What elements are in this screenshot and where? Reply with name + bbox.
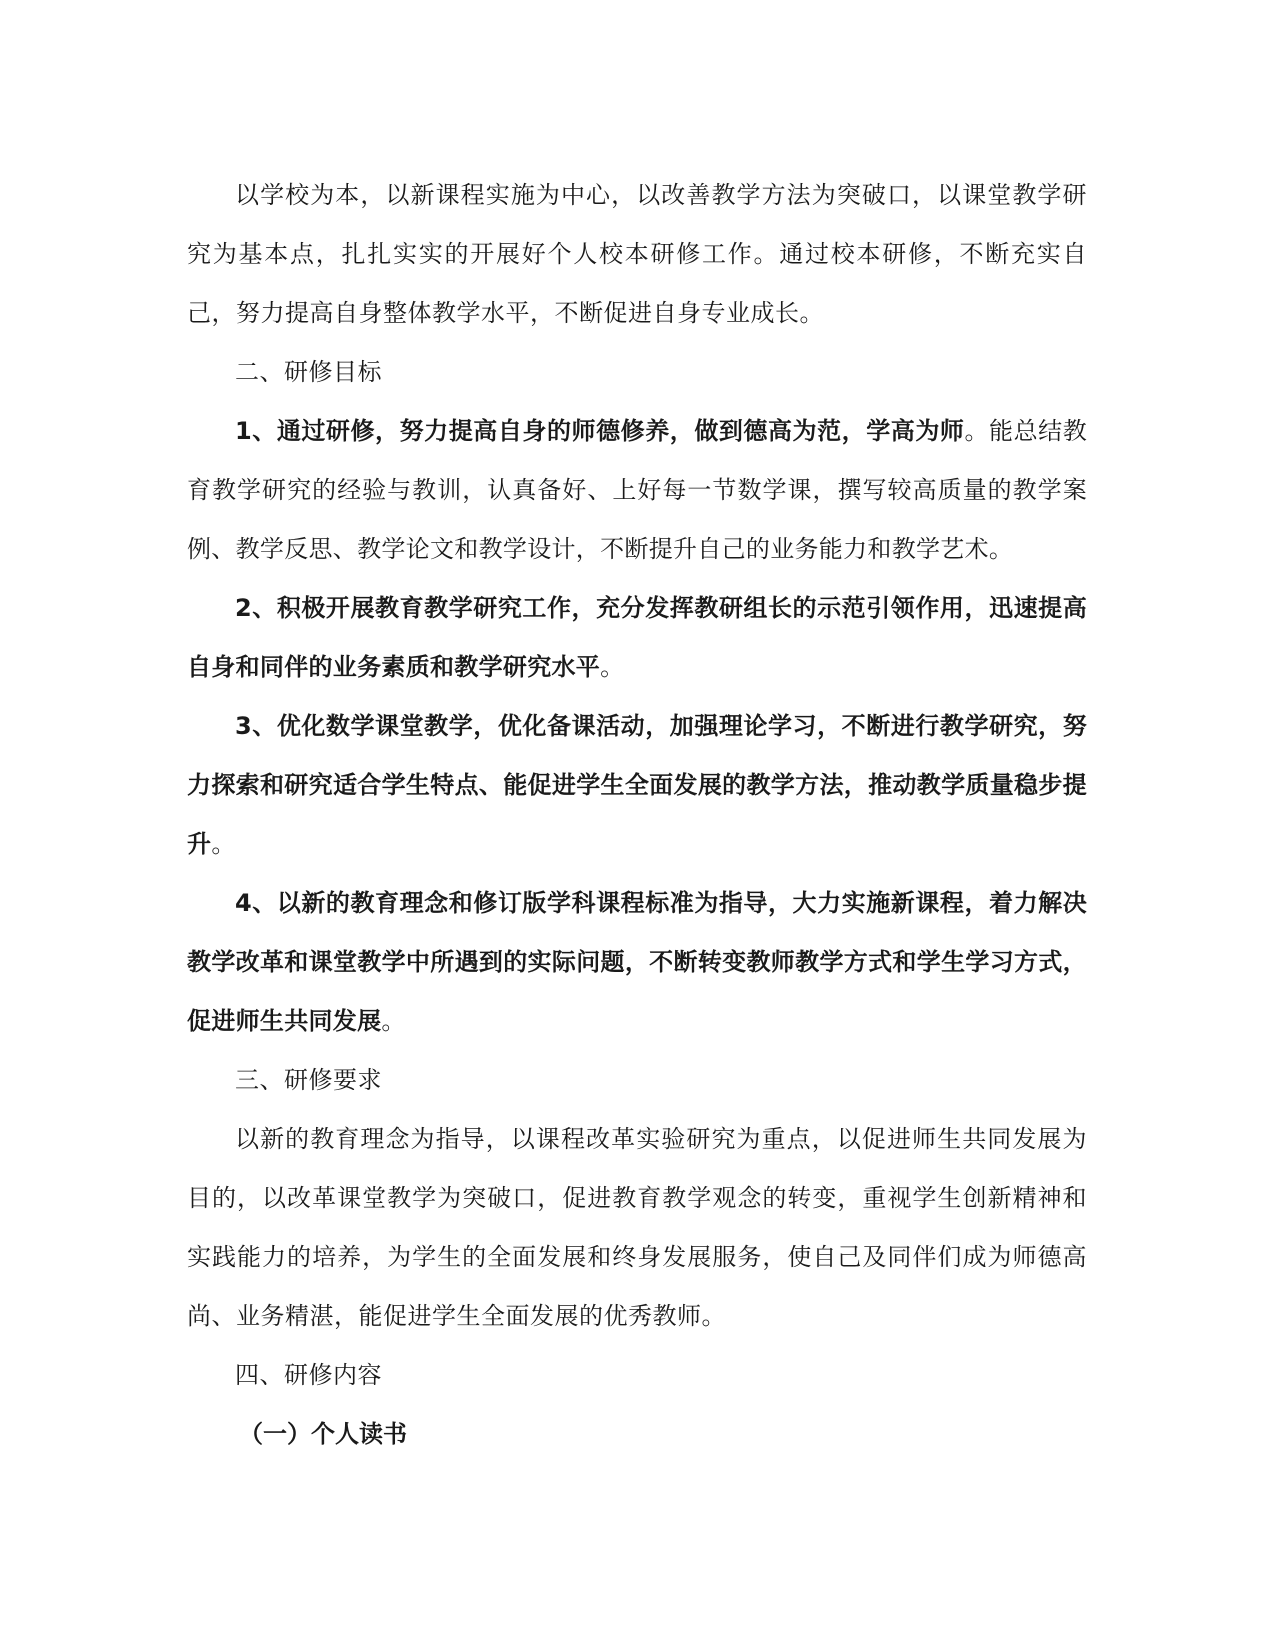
goal-1-bold-text: 1、通过研修，努力提高自身的师德修养，做到德高为范，学高为师 [235, 417, 965, 445]
goal-2-bold-text: 2、积极开展教育教学研究工作，充分发挥教研组长的示范引领作用，迅速提高自身和同伴的业务素质和教学研究水平 [187, 594, 1087, 681]
goal-4-bold-text: 4、以新的教育理念和修订版学科课程标准为指导，大力实施新课程，着力解决教学改革和课堂教学中所遇到的实际问题，不断转变教师教学方式和学生学习方式，促进师生共同发展 [187, 889, 1087, 1035]
document-page [187, 166, 1087, 1464]
intro-paragraph: 以学校为本，以新课程实施为中心，以改善教学方法为突破口，以课堂教学研究为基本点，扎扎实实的开展好个人校本研修工作。通过校本研修，不断充实自己，努力提高自身整体教学水平，不断促进自身专业成长。 [187, 181, 1087, 327]
goal-1-normal-text: 。能总结教育教学研究的经验与教训，认真备好、上好每一节数学课，撰写较高质量的教学案例、教学反思、教学论文和教学设计，不断提升自己的业务能力和教学艺术。 [187, 417, 1088, 563]
goal-3-bold-text: 3、优化数学课堂教学，优化备课活动，加强理论学习，不断进行教学研究，努力探索和研究适合学生特点、能促进学生全面发展的教学方法，推动教学质量稳步提升 [187, 712, 1087, 858]
goal-4-normal-text: 。 [381, 1007, 406, 1035]
goal-2-normal-text: 。 [600, 653, 625, 681]
subsection-title-reading: （一）个人读书 [239, 1420, 407, 1448]
section-title-content: 四、研修内容 [235, 1361, 382, 1389]
section-title-requirements: 三、研修要求 [235, 1066, 382, 1094]
section-title-goals: 二、研修目标 [235, 358, 382, 386]
goal-item-4 [187, 874, 1087, 1051]
goal-item-1 [187, 402, 1087, 579]
requirement-paragraph: 以新的教育理念为指导，以课程改革实验研究为重点，以促进师生共同发展为目的，以改革课堂教学为突破口，促进教育教学观念的转变，重视学生创新精神和实践能力的培养，为学生的全面发展和终身发展服务，使自己及同伴们成为师德高尚、业务精湛，能促进学生全面发展的优秀教师。 [187, 1125, 1087, 1330]
goal-item-2 [187, 579, 1087, 697]
goal-item-3 [187, 697, 1087, 874]
goal-3-normal-text: 。 [211, 830, 236, 858]
